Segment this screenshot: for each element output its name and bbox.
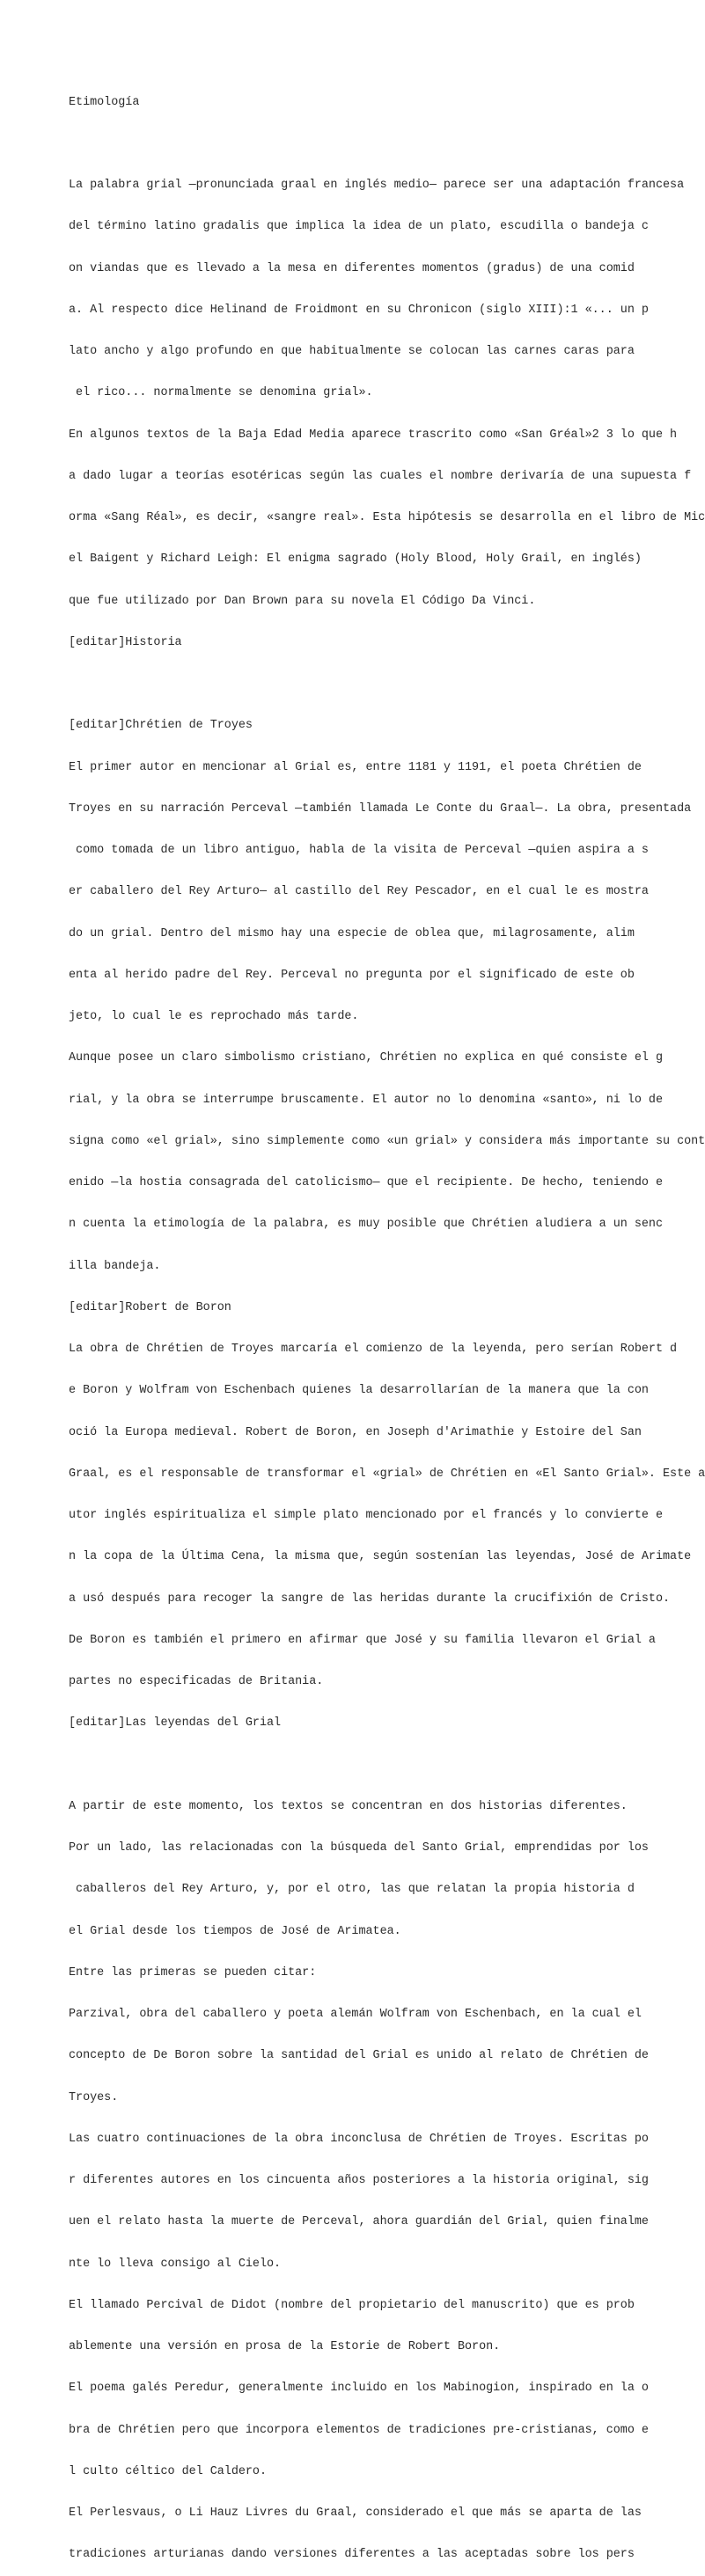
text-line: rial, y la obra se interrumpe bruscamente. El autor no lo denomina «santo», ni lo de bbox=[69, 1093, 663, 1107]
section-heading-historia: [editar]Historia bbox=[69, 635, 182, 649]
text-line: utor inglés espiritualiza el simple plato mencionado por el francés y lo convierte e bbox=[69, 1509, 663, 1522]
text-line: enido —la hostia consagrada del catolicismo— que el recipiente. De hecho, teniendo e bbox=[69, 1176, 663, 1189]
document-text-body bbox=[69, 68, 705, 2576]
text-line: e Boron y Wolfram von Eschenbach quienes la desarrollarían de la manera que la con bbox=[69, 1384, 649, 1398]
text-line: on viandas que es llevado a la mesa en diferentes momentos (gradus) de una comid bbox=[69, 261, 635, 275]
text-line: El poema galés Peredur, generalmente incluido en los Mabinogion, inspirado en la o bbox=[69, 2382, 649, 2396]
text-line: a dado lugar a teorías esotéricas según las cuales el nombre derivaría de una supuesta f bbox=[69, 469, 692, 483]
blank-line bbox=[69, 1759, 676, 1773]
text-line: La obra de Chrétien de Troyes marcaría el comienzo de la leyenda, pero serían Robert d bbox=[69, 1343, 678, 1356]
text-line: n la copa de la Última Cena, la misma que, según sostenían las leyendas, José de Arimate bbox=[69, 1550, 692, 1564]
text-line: Las cuatro continuaciones de la obra inconclusa de Chrétien de Troyes. Escritas po bbox=[69, 2132, 649, 2146]
text-line: partes no especificadas de Britania. bbox=[69, 1675, 324, 1688]
text-line: del término latino gradalis que implica la idea de un plato, escudilla o bandeja c bbox=[69, 220, 649, 234]
section-heading-leyendas-del-grial: [editar]Las leyendas del Grial bbox=[69, 1716, 282, 1731]
text-line: ablemente una versión en prosa de la Estorie de Robert Boron. bbox=[69, 2340, 501, 2353]
text-line: El llamado Percival de Didot (nombre del propietario del manuscrito) que es prob bbox=[69, 2298, 635, 2312]
text-line: En algunos textos de la Baja Edad Media aparece trascrito como «San Gréal»2 3 lo que h bbox=[69, 428, 678, 442]
text-line: el Grial desde los tiempos de José de Arimatea. bbox=[69, 1924, 401, 1938]
text-line: como tomada de un libro antiguo, habla de la visita de Perceval —quien aspira a s bbox=[69, 844, 649, 857]
text-line: signa como «el grial», sino simplemente como «un grial» y considera más importante su cont bbox=[69, 1134, 705, 1148]
text-line: do un grial. Dentro del mismo hay una especie de oblea que, milagrosamente, alim bbox=[69, 926, 635, 940]
text-line: jeto, lo cual le es reprochado más tarde. bbox=[69, 1010, 359, 1023]
text-line: El Perlesvaus, o Li Hauz Livres du Graal, considerado el que más se aparta de las bbox=[69, 2506, 642, 2520]
text-line: La palabra grial —pronunciada graal en inglés medio— parece ser una adaptación francesa bbox=[69, 179, 685, 192]
text-line: a usó después para recoger la sangre de las heridas durante la crucifixión de Cristo. bbox=[69, 1592, 671, 1606]
text-line: Entre las primeras se pueden citar: bbox=[69, 1965, 317, 1980]
text-line: Troyes. bbox=[69, 2090, 119, 2104]
text-line: uen el relato hasta la muerte de Perceval, ahora guardián del Grial, quien finalme bbox=[69, 2215, 649, 2229]
text-line: que fue utilizado por Dan Brown para su novela El Código Da Vinci. bbox=[69, 594, 536, 608]
text-line: El primer autor en mencionar al Grial es, entre 1181 y 1191, el poeta Chrétien de bbox=[69, 760, 642, 774]
text-line: orma «Sang Réal», es decir, «sangre real». Esta hipótesis se desarrolla en el libro de Mic bbox=[69, 511, 705, 524]
text-line: A partir de este momento, los textos se concentran en dos historias diferentes. bbox=[69, 1799, 628, 1813]
text-line: caballeros del Rey Arturo, y, por el otro, las que relatan la propia historia d bbox=[69, 1883, 635, 1897]
text-line: l culto céltico del Caldero. bbox=[69, 2464, 267, 2478]
text-line: illa bandeja. bbox=[69, 1259, 161, 1273]
text-line: a. Al respecto dice Helinand de Froidmont en su Chronicon (siglo XIII):1 «... un p bbox=[69, 303, 649, 317]
section-heading-robert-de-boron: [editar]Robert de Boron bbox=[69, 1300, 231, 1314]
text-line: concepto de De Boron sobre la santidad del Grial es unido al relato de Chrétien de bbox=[69, 2049, 649, 2063]
text-line: Graal, es el responsable de transformar el «grial» de Chrétien en «El Santo Grial». Este a bbox=[69, 1467, 705, 1481]
text-line: De Boron es también el primero en afirmar que José y su familia llevaron el Grial a bbox=[69, 1633, 656, 1647]
text-line: enta al herido padre del Rey. Perceval no pregunta por el significado de este ob bbox=[69, 968, 635, 982]
blank-line bbox=[69, 677, 676, 692]
text-line: n cuenta la etimología de la palabra, es muy posible que Chrétien aludiera a un senc bbox=[69, 1218, 663, 1232]
text-line: er caballero del Rey Arturo— al castillo del Rey Pescador, en el cual le es mostra bbox=[69, 885, 649, 899]
text-line: tradiciones arturianas dando versiones diferentes a las aceptadas sobre los pers bbox=[69, 2548, 635, 2562]
text-line: el Baigent y Richard Leigh: El enigma sagrado (Holy Blood, Holy Grail, en inglés) bbox=[69, 553, 642, 567]
blank-line bbox=[69, 137, 676, 151]
text-line: oció la Europa medieval. Robert de Boron, en Joseph d'Arimathie y Estoire del San bbox=[69, 1425, 642, 1439]
text-line: Aunque posee un claro simbolismo cristiano, Chrétien no explica en qué consiste el g bbox=[69, 1051, 663, 1065]
text-line: Por un lado, las relacionadas con la búsqueda del Santo Grial, emprendidas por los bbox=[69, 1841, 649, 1855]
section-heading-etimologia: Etimología bbox=[69, 95, 140, 109]
text-line: Parzival, obra del caballero y poeta alemán Wolfram von Eschenbach, en la cual el bbox=[69, 2008, 642, 2021]
text-line: Troyes en su narración Perceval —también llamada Le Conte du Graal—. La obra, presentada bbox=[69, 801, 692, 816]
text-line: nte lo lleva consigo al Cielo. bbox=[69, 2257, 282, 2271]
text-line: lato ancho y algo profundo en que habitualmente se colocan las carnes caras para bbox=[69, 345, 635, 358]
text-line: bra de Chrétien pero que incorpora elementos de tradiciones pre-cristianas, como e bbox=[69, 2423, 649, 2437]
text-line: r diferentes autores en los cincuenta años posteriores a la historia original, sig bbox=[69, 2174, 649, 2187]
text-line: el rico... normalmente se denomina grial». bbox=[69, 386, 373, 400]
section-heading-chretien-de-troyes: [editar]Chrétien de Troyes bbox=[69, 719, 253, 733]
